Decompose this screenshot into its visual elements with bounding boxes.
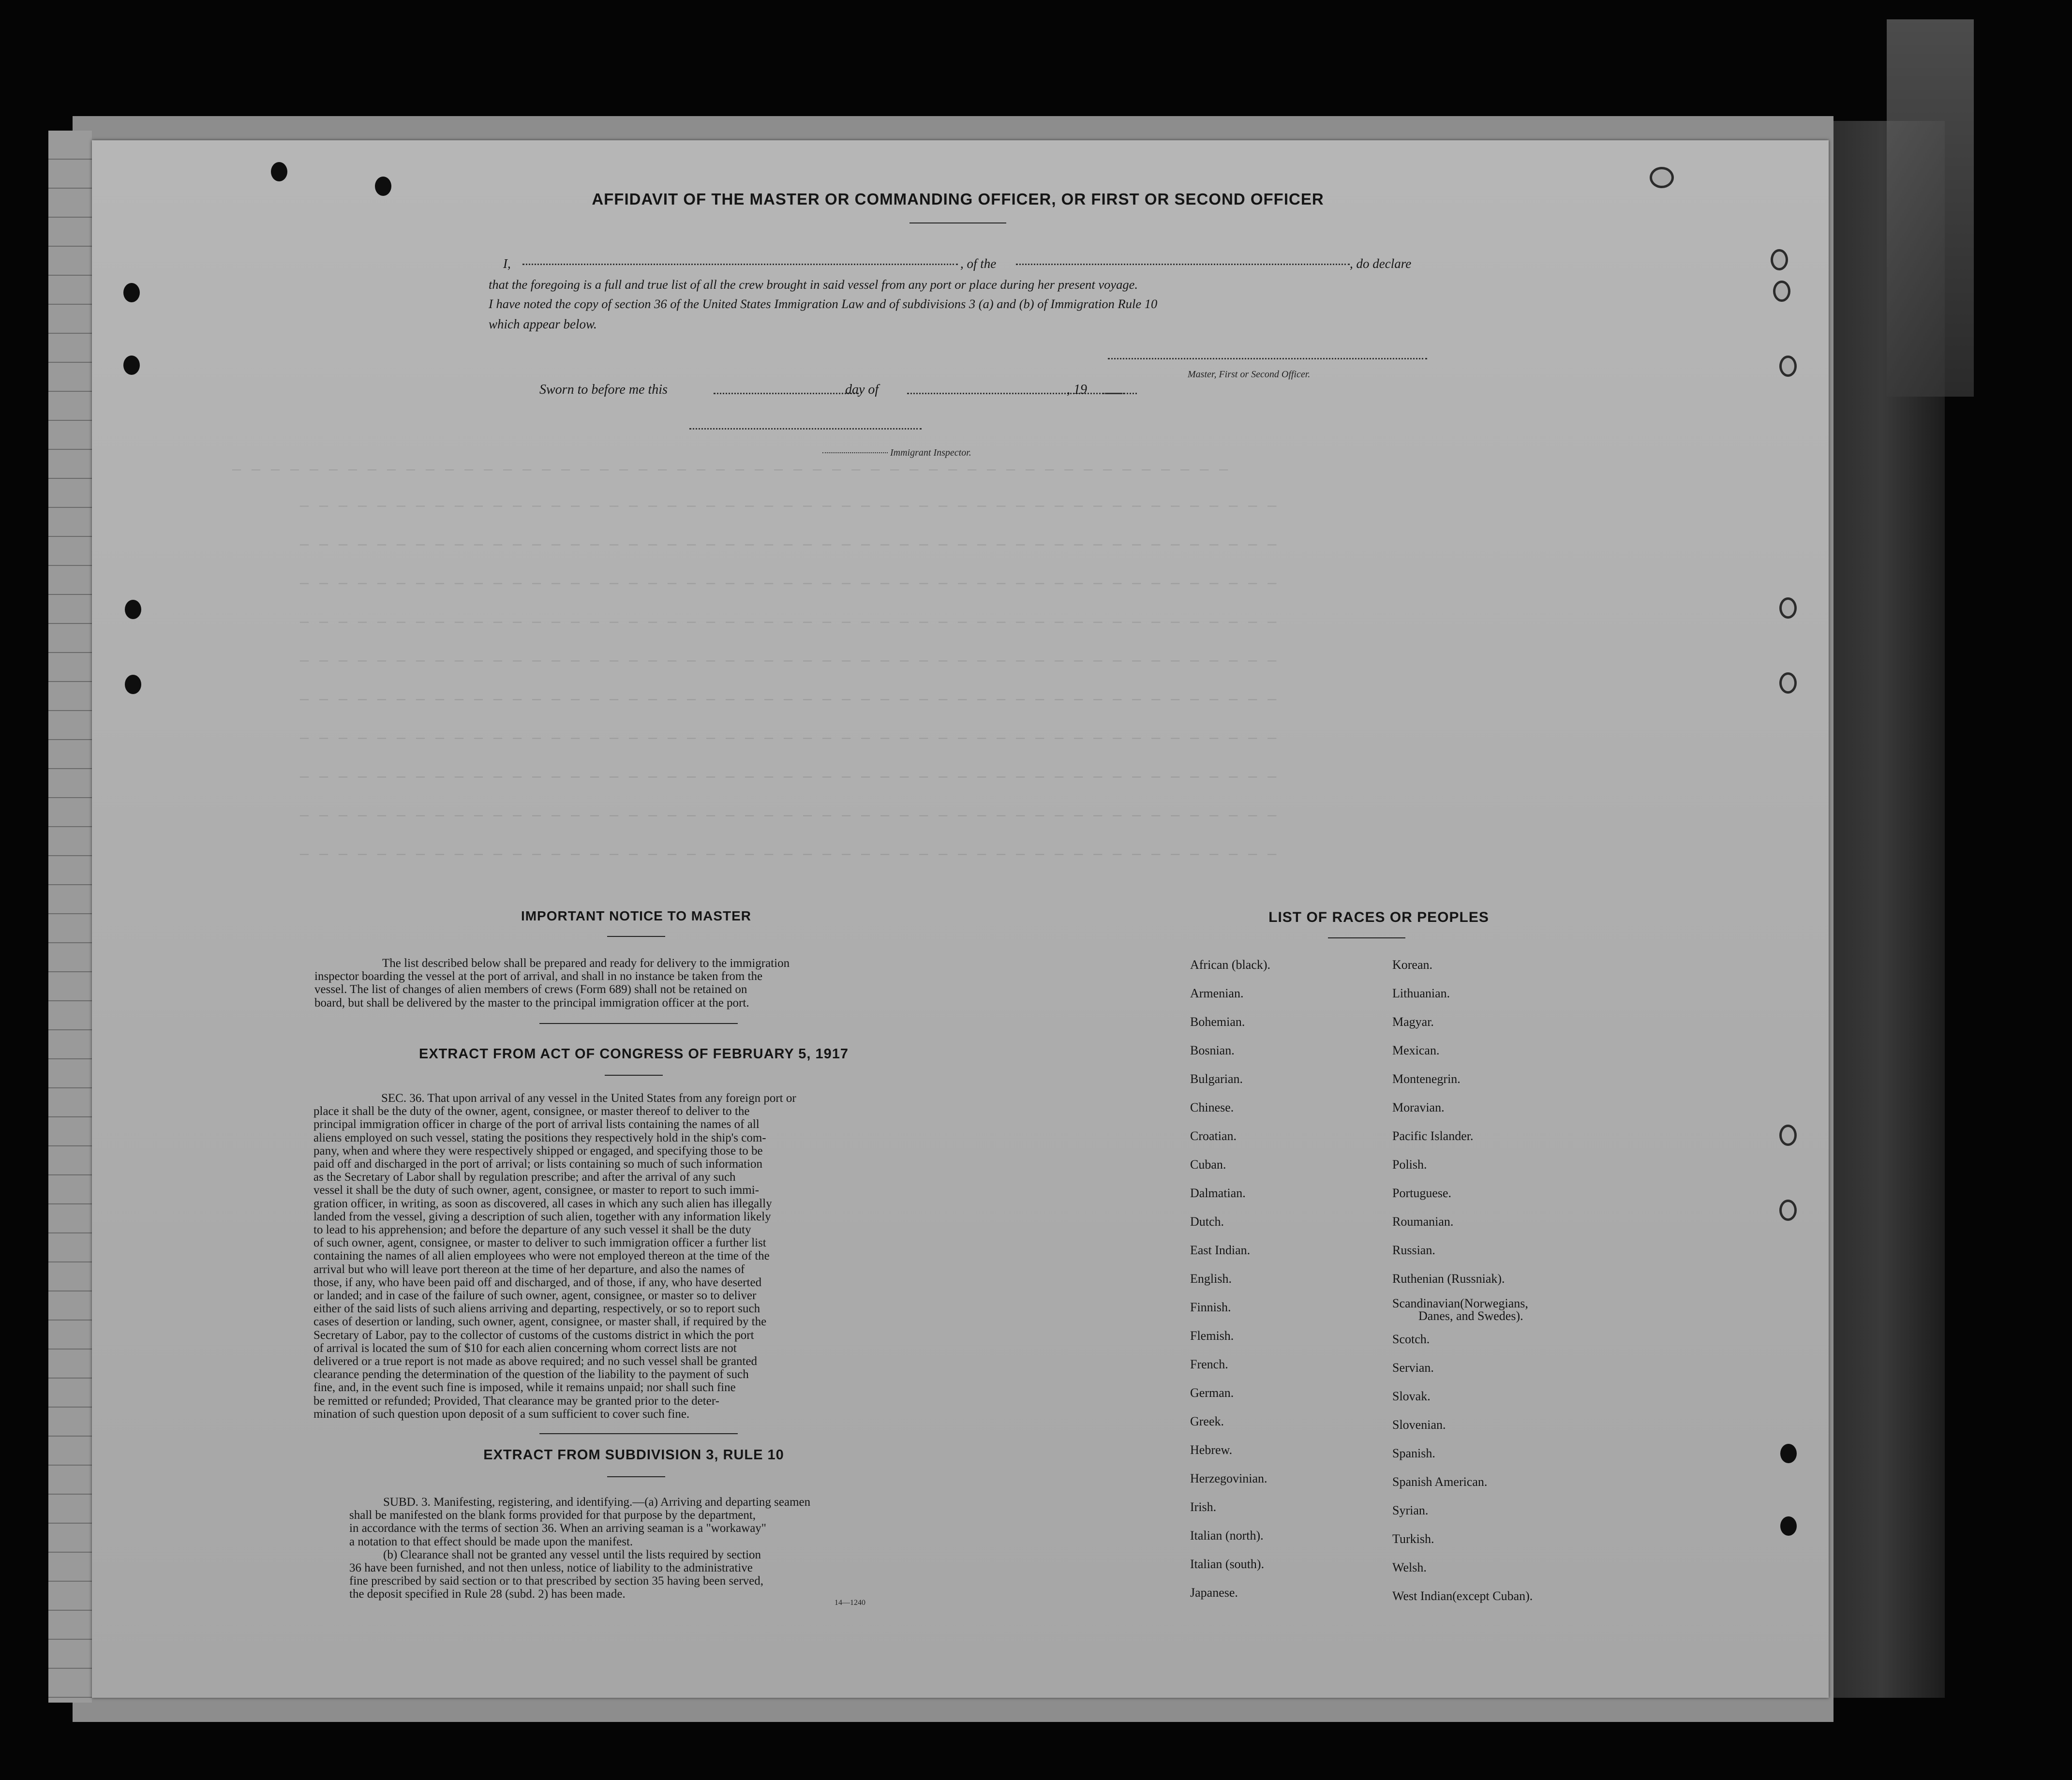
binder-hole (1780, 1444, 1797, 1463)
extract-line: landed from the vessel, giving a description of such alien, together with any information likely (313, 1210, 771, 1223)
extract-line: to lead to his apprehension; and before the departure of any such vessel it shall be the duty (313, 1223, 751, 1237)
binder-ring (1650, 167, 1674, 188)
race-item: French. (1190, 1357, 1228, 1371)
binder-hole (375, 177, 391, 196)
year-prefix-label: , 19 (1067, 382, 1087, 397)
race-item: Welsh. (1392, 1560, 1427, 1574)
race-item: Armenian. (1190, 986, 1244, 1000)
race-item: Portuguese. (1392, 1186, 1452, 1200)
extract-line: those, if any, who have been paid off and discharged, and of those, if any, who have deserted (313, 1276, 762, 1289)
rule-line: 36 have been furnished, and not then unless, notice of liability to the administrative (349, 1561, 753, 1575)
binder-ring (1771, 249, 1788, 270)
congress-title-underline (605, 1075, 663, 1076)
rule-line: a notation to that effect should be made upon the manifest. (349, 1535, 633, 1548)
binder-ring (1779, 672, 1797, 694)
race-item: Magyar. (1392, 1015, 1434, 1029)
rule-line: (b) Clearance shall not be granted any vessel until the lists required by section (383, 1548, 761, 1561)
race-item: English. (1190, 1272, 1232, 1286)
race-item: African (black). (1190, 958, 1271, 972)
extract-line: or landed; and in case of the failure of such owner, agent, consignee, or master so to deliver (313, 1289, 757, 1303)
race-item: East Indian. (1190, 1243, 1251, 1257)
race-item: Japanese. (1190, 1586, 1238, 1600)
binder-hole (123, 283, 140, 302)
race-item: Italian (north). (1190, 1528, 1264, 1543)
extract-line: either of the said lists of such aliens arriving and departing, respectively, or so to report such (313, 1302, 760, 1316)
race-item: Lithuanian. (1392, 986, 1450, 1000)
binder-ring (1773, 281, 1790, 302)
race-item: Bosnian. (1190, 1043, 1235, 1057)
binder-hole (123, 356, 140, 375)
title-underline (909, 222, 1006, 223)
race-item: Italian (south). (1190, 1557, 1265, 1571)
declaration-line-2: that the foregoing is a full and true list of all the crew brought in said vessel from any port or place during her present voyage. (489, 277, 1138, 292)
extract-line: arrival but who will leave port thereon at the time of her departure, and also the names of (313, 1262, 745, 1276)
extract-line: containing the names of all alien employees who were not employed thereon at the time of the (313, 1249, 770, 1263)
race-item: Flemish. (1190, 1329, 1234, 1343)
notice-line: board, but shall be delivered by the master to the principal immigration officer at the port. (314, 996, 749, 1009)
race-item: Chinese. (1190, 1100, 1234, 1114)
rule-line: SUBD. 3. Manifesting, registering, and identifying.—(a) Arriving and departing seamen (383, 1496, 811, 1509)
master-signature-field[interactable] (1108, 358, 1427, 359)
vessel-name-field[interactable] (1016, 264, 1350, 265)
binder-hole (1780, 1516, 1797, 1536)
extract-line: place it shall be the duty of the owner, agent, consignee, or master thereof to deliver to the (313, 1105, 750, 1118)
of-the-label: , of the (960, 256, 997, 271)
race-item: Scotch. (1392, 1332, 1430, 1346)
race-item: Scandinavian(Norwegians, (1392, 1296, 1528, 1310)
rule-extract-text (349, 1496, 923, 1601)
binder-hole (271, 162, 287, 181)
race-item: Dalmatian. (1190, 1186, 1246, 1200)
extract-line: paid off and discharged in the port of arrival; or lists containing so much of such information (313, 1157, 763, 1171)
manifest-page (92, 140, 1829, 1698)
race-item: Ruthenian (Russniak). (1392, 1272, 1505, 1286)
notice-text (314, 957, 922, 1009)
section-divider (539, 1023, 738, 1024)
race-item: Irish. (1190, 1500, 1217, 1514)
binder-ring (1779, 597, 1797, 619)
race-item: Slovak. (1392, 1389, 1431, 1403)
race-item: Montenegrin. (1392, 1072, 1461, 1086)
congress-extract-text (313, 1092, 923, 1421)
extract-line: pany, when and where they were respectively shipped or engaged, and specifying those to be (313, 1144, 763, 1157)
race-item: Spanish. (1392, 1446, 1435, 1460)
race-item: Korean. (1392, 958, 1433, 972)
rule-title-underline (607, 1476, 665, 1477)
extract-line: fine, and, in the event such fine is imposed, while it remains unpaid; nor shall such fine (313, 1381, 736, 1394)
race-item: Herzegovinian. (1190, 1471, 1267, 1485)
sworn-year-field[interactable] (1103, 393, 1137, 394)
binder-ring (1779, 1125, 1797, 1146)
extract-line: Secretary of Labor, pay to the collector of customs of the customs district in which the port (313, 1328, 754, 1342)
rule-line: in accordance with the terms of section 36. When an arriving seaman is a "workaway" (349, 1522, 767, 1535)
day-of-label: day of (845, 382, 879, 397)
declaration-line-3: I have noted the copy of section 36 of the United States Immigration Law and of subdivisions 3 (a) and (b) of Immigration Rule 10 (489, 297, 1158, 311)
extract-line: gration officer, in writing, as soon as discovered, all cases in which any such alien has illegally (313, 1197, 772, 1210)
race-item: Croatian. (1190, 1129, 1237, 1143)
race-item: Spanish American. (1392, 1475, 1488, 1489)
extract-line: of arrival is located the sum of $10 for each alien concerning whom correct lists are not (313, 1341, 737, 1355)
rule-line: the deposit specified in Rule 28 (subd. 2) has been made. (349, 1587, 626, 1601)
binder-hole (125, 675, 141, 694)
race-item: Dutch. (1190, 1215, 1224, 1229)
race-item: Finnish. (1190, 1300, 1231, 1314)
race-item: Roumanian. (1392, 1215, 1454, 1229)
binder-ring (1779, 1200, 1797, 1221)
master-signature-label: Master, First or Second Officer. (1188, 369, 1311, 380)
rule-extract-title: EXTRACT FROM SUBDIVISION 3, RULE 10 (483, 1447, 784, 1463)
extract-line: principal immigration officer in charge of the port of arrival lists containing the names of all (313, 1118, 760, 1131)
races-title-underline (1328, 937, 1405, 938)
race-item: Servian. (1392, 1361, 1434, 1375)
extract-line: delivered or a true report is not made as above required; and no such vessel shall be granted (313, 1355, 758, 1368)
race-item: West Indian(except Cuban). (1392, 1589, 1533, 1603)
rule-line: shall be manifested on the blank forms provided for that purpose by the department, (349, 1509, 756, 1522)
notice-line: inspector boarding the vessel at the port of arrival, and shall in no instance be taken from the (314, 970, 763, 983)
section-divider (539, 1433, 738, 1434)
declaration-line-4: which appear below. (489, 317, 597, 331)
race-item: Bohemian. (1190, 1015, 1245, 1029)
binder-ring (1779, 356, 1797, 377)
notice-line: vessel. The list of changes of alien members of crews (Form 689) shall not be retained on (314, 983, 747, 996)
race-item: Pacific Islander. (1392, 1129, 1474, 1143)
affidavit-title: AFFIDAVIT OF THE MASTER OR COMMANDING OFFICER, OR FIRST OR SECOND OFFICER (592, 190, 1324, 208)
extract-line: vessel it shall be the duty of such owner, agent, consignee, or master to report to such immi- (313, 1184, 759, 1197)
inspector-signature-field[interactable] (689, 428, 922, 430)
races-title: LIST OF RACES OR PEOPLES (1268, 909, 1489, 925)
rule-line: fine prescribed by said section or to that prescribed by section 35 having been served, (349, 1574, 763, 1588)
race-item: German. (1190, 1386, 1234, 1400)
extract-line: SEC. 36. That upon arrival of any vessel in the United States from any foreign port or (381, 1092, 796, 1105)
inspector-label: Immigrant Inspector. (890, 447, 971, 458)
extract-line: as the Secretary of Labor shall by regulation prescribe; and after the arrival of any such (313, 1171, 736, 1184)
notice-title-underline (607, 936, 665, 937)
race-item: Hebrew. (1190, 1443, 1233, 1457)
race-item: Bulgarian. (1190, 1072, 1243, 1086)
race-item: Mexican. (1392, 1043, 1440, 1057)
race-item: Moravian. (1392, 1100, 1445, 1114)
race-item: Greek. (1190, 1414, 1224, 1428)
race-item: Danes, and Swedes). (1418, 1309, 1523, 1323)
sworn-month-field[interactable] (907, 393, 1125, 394)
extract-line: clearance pending the determination of the question of the liability to the payment of such (313, 1368, 749, 1381)
scanner-backing-top (1887, 19, 1974, 397)
form-number: 14—1240 (835, 1599, 865, 1607)
race-item: Polish. (1392, 1157, 1427, 1172)
notice-title: IMPORTANT NOTICE TO MASTER (521, 908, 752, 923)
extract-line: of such owner, agent, consignee, or master to deliver to such immigration officer a further list (313, 1236, 766, 1250)
race-item: Turkish. (1392, 1532, 1434, 1546)
race-item: Cuban. (1190, 1157, 1226, 1172)
race-item: Russian. (1392, 1243, 1435, 1257)
extract-line: cases of desertion or landing, such owner, agent, consignee, or master shall, if required by the (313, 1315, 767, 1329)
extract-line: be remitted or refunded; Provided, That clearance may be granted prior to the deter- (313, 1394, 719, 1408)
sworn-day-field[interactable] (714, 393, 859, 394)
congress-extract-title: EXTRACT FROM ACT OF CONGRESS OF FEBRUARY 5, 1917 (418, 1046, 849, 1062)
inspector-label-leader (822, 452, 888, 453)
sworn-label: Sworn to before me this (539, 382, 668, 397)
race-item: Slovenian. (1392, 1418, 1446, 1432)
do-declare-label: , do declare (1350, 256, 1412, 271)
declarant-prefix: I, (503, 256, 511, 271)
declaration-line-1 (489, 254, 1427, 273)
extract-line: aliens employed on such vessel, stating the positions they respectively hold in the ship's com- (313, 1131, 766, 1144)
ledger-edge (48, 131, 92, 1703)
race-item: Syrian. (1392, 1503, 1429, 1517)
binder-hole (125, 600, 141, 619)
sworn-line (539, 382, 1168, 401)
extract-line: mination of such question upon deposit of a sum sufficient to cover such fine. (313, 1407, 690, 1421)
declarant-name-field[interactable] (522, 264, 958, 265)
notice-line: The list described below shall be prepared and ready for delivery to the immigration (382, 957, 790, 970)
